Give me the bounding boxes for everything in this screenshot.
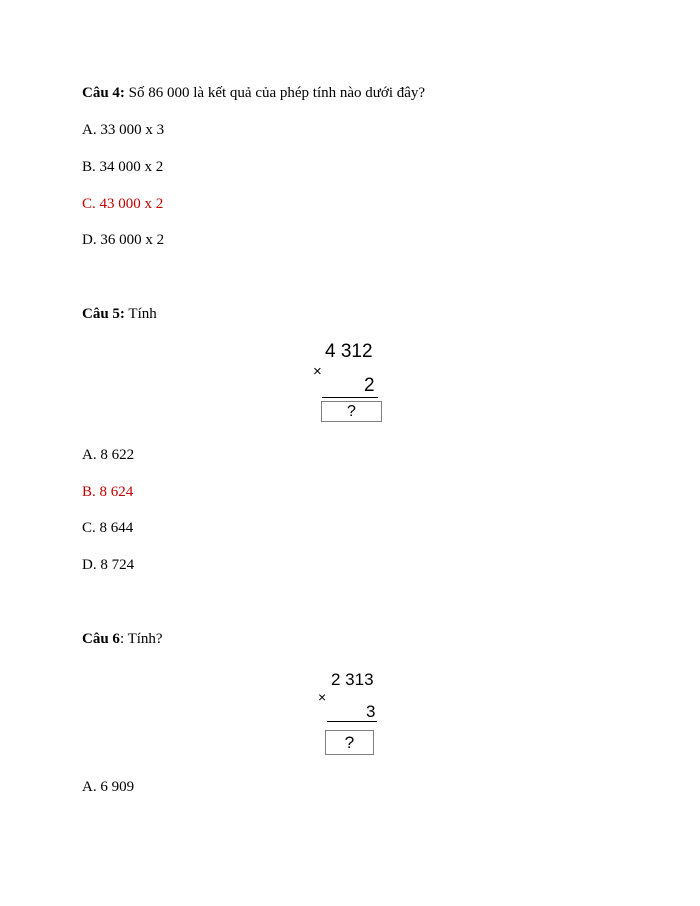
q5-heading	[82, 304, 157, 324]
q6-multiplier: 3	[366, 702, 376, 721]
q4-option-b: B. 34 000 x 2	[82, 159, 164, 175]
q4-option-d: D. 36 000 x 2	[82, 232, 165, 248]
q6-rule	[327, 721, 377, 722]
q5-answer-box[interactable]: ?	[321, 401, 382, 422]
q4-heading	[82, 83, 425, 103]
q5-multiplicand: 4 312	[325, 341, 373, 362]
q5-rule	[322, 397, 378, 398]
q4-title: Câu 4:	[82, 85, 125, 101]
q5-multiplier: 2	[364, 375, 375, 396]
q5-text: Tính	[124, 306, 157, 322]
q5-option-a: A. 8 622	[82, 447, 135, 463]
q5-multiply-sign: ×	[313, 363, 322, 380]
q5-title: Câu 5:	[82, 306, 125, 322]
q4-text: Số 86 000 là kết quả của phép tính nào dưới đây?	[124, 85, 426, 101]
q5-option-c: C. 8 644	[82, 520, 134, 536]
q6-title: Câu 6	[82, 631, 120, 647]
q6-multiply-sign: ×	[318, 689, 327, 705]
q6-answer-box[interactable]: ?	[325, 730, 374, 755]
q6-multiplicand: 2 313	[331, 670, 374, 689]
q4-option-c-correct: C. 43 000 x 2	[82, 196, 164, 212]
q5-option-d: D. 8 724	[82, 557, 135, 573]
q6-option-a: A. 6 909	[82, 779, 135, 795]
q5-option-b-correct: B. 8 624	[82, 484, 134, 500]
q6-heading	[82, 629, 163, 649]
q4-option-a: A. 33 000 x 3	[82, 122, 165, 138]
q6-text: : Tính?	[119, 631, 163, 647]
